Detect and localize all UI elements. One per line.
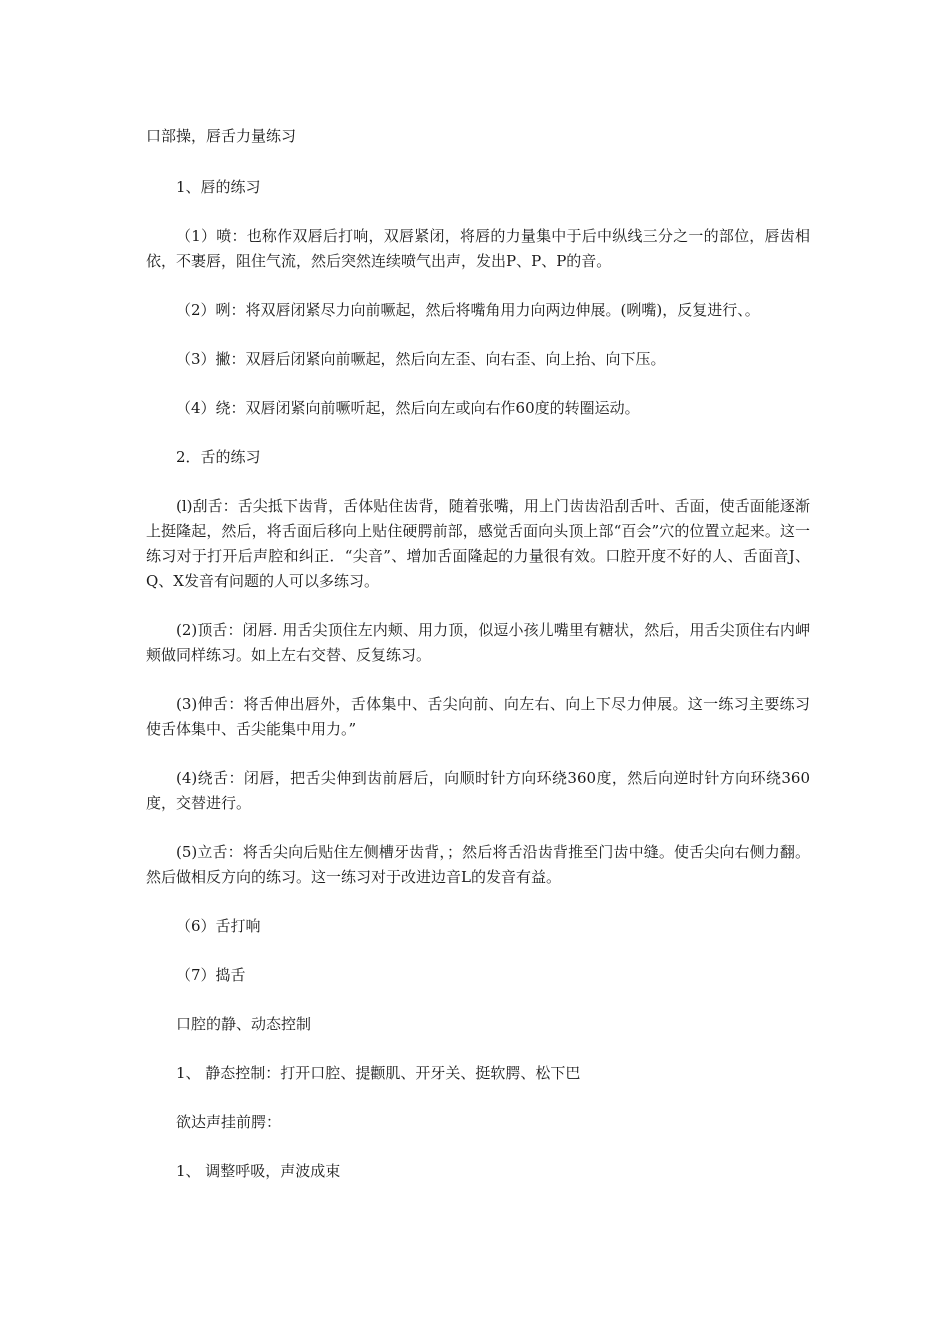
section-heading-front-palate: 欲达声挂前腭： (176, 1113, 282, 1131)
section-heading-tongue-exercise: 2．舌的练习 (176, 448, 261, 466)
section-heading-lip-exercise: 1、唇的练习 (176, 178, 261, 196)
document-title: 口部操，唇舌力量练习 (146, 127, 297, 145)
list-item-adjust-breathing: 1、 调整呼吸，声波成束 (176, 1162, 341, 1180)
list-item-tongue-click: （6）舌打响 (176, 917, 261, 935)
paragraph-tongue-li: (5)立舌：将舌尖向后贴住左侧槽牙齿背，；然后将舌沿齿背推至门齿中缝。使舌尖向右侧力翻。然后做相反方向的练习。这一练习对于改进边音L的发音有益。 (146, 843, 810, 886)
paragraph-lip-pen: （1）喷：也称作双唇后打响，双唇紧闭，将唇的力量集中于后中纵线三分之一的部位，唇齿相依，不裹唇，阻住气流，然后突然连续喷气出声，发出P、P、P的音。 (146, 227, 810, 270)
paragraph-tongue-gua: (l)刮舌：舌尖抵下齿背，舌体贴住齿背，随着张嘴，用上门齿齿沿刮舌叶、舌面，使舌面能逐渐上挺隆起，然后，将舌面后移向上贴住硬腭前部，感觉舌面向头顶上部“百会”穴的位置立起来。这一练习对于打开后声腔和纠正．“尖音”、增加舌面隆起的力量很有效。口腔开度不好的人、舌面音J、 Q、X发音有问题的人可以多练习。 (146, 497, 810, 590)
document-body (146, 124, 810, 1208)
paragraph-tongue-shen: (3)伸舌：将舌伸出唇外，舌体集中、舌尖向前、向左右、向上下尽力伸展。这一练习主要练习使舌体集中、舌尖能集中用力。” (146, 695, 810, 738)
paragraph-tongue-rao: (4)绕舌：闭唇，把舌尖伸到齿前唇后，向顺时针方向环绕360度，然后向逆时针方向环绕360度，交替进行。 (146, 769, 810, 812)
paragraph-lip-rao: （4）绕：双唇闭紧向前噘听起，然后向左或向右作60度的转圈运动。 (176, 399, 640, 417)
paragraph-tongue-ding: (2)顶舌：闭唇. 用舌尖顶住左内颊、用力顶，似逗小孩儿嘴里有糖状，然后，用舌尖顶住右内岬颊做同样练习。如上左右交替、反复练习。 (146, 621, 810, 664)
paragraph-lip-pie: （3）撇：双唇后闭紧向前噘起，然后向左歪、向右歪、向上抬、向下压。 (176, 350, 666, 368)
list-item-static-control: 1、 静态控制：打开口腔、提颧肌、开牙关、挺软腭、松下巴 (176, 1064, 581, 1082)
section-heading-oral-control: 口腔的静、动态控制 (176, 1015, 312, 1033)
paragraph-lip-lie: （2）咧：将双唇闭紧尽力向前噘起，然后将嘴角用力向两边伸展。(咧嘴)，反复进行、。 (176, 301, 760, 319)
list-item-tongue-dao: （7）捣舌 (176, 966, 246, 984)
